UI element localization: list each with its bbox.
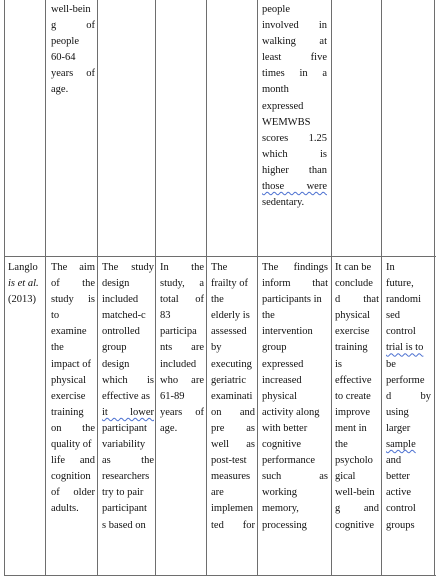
text-line: design	[102, 278, 130, 290]
aim-cell	[51, 260, 95, 518]
text-line: ted for	[211, 519, 255, 531]
text-line: exercise	[335, 326, 370, 338]
text-line: impact of	[51, 358, 91, 370]
text-line: cognitive	[262, 439, 302, 451]
text-line: as the	[102, 455, 154, 467]
text-line: are	[211, 487, 224, 499]
text-line: is et al.	[8, 278, 39, 290]
text-line: participants in	[262, 294, 322, 306]
text-line: researchers	[102, 471, 150, 483]
text-line: sedentary.	[262, 197, 305, 209]
text-line: people	[262, 4, 290, 15]
top-row-col2-cell	[51, 2, 95, 99]
design-cell	[102, 260, 154, 534]
author-cell	[8, 260, 44, 308]
measures-cell	[211, 260, 255, 534]
text-line: those were	[262, 181, 327, 193]
text-line: assessed	[211, 326, 247, 338]
text-line: variability	[102, 439, 146, 451]
text-line: physical	[262, 390, 297, 402]
table-divider-2	[97, 0, 98, 576]
table-divider-1	[45, 0, 46, 576]
text-line: on and	[211, 406, 255, 418]
text-line: executing	[211, 358, 252, 370]
table-divider-3	[155, 0, 156, 576]
findings-cell	[262, 260, 328, 534]
text-line: Langlo	[8, 262, 38, 273]
text-line: training	[51, 406, 84, 418]
text-line: scores 1.25	[262, 132, 327, 144]
text-line: age.	[160, 422, 178, 434]
text-line: In the	[160, 262, 204, 273]
text-line: adults.	[51, 503, 79, 515]
text-line: participant	[102, 422, 147, 434]
text-line: total of	[160, 294, 204, 306]
table-divider-4	[206, 0, 207, 576]
text-line: expressed	[262, 100, 304, 112]
text-line: years of	[51, 68, 95, 80]
text-line: The	[211, 262, 228, 273]
text-line: on the	[51, 422, 95, 434]
text-line: to	[51, 310, 60, 322]
text-line: examinati	[211, 390, 253, 402]
text-line: d by	[386, 390, 431, 402]
text-line: The findings	[262, 262, 328, 273]
text-line: increased	[262, 374, 302, 386]
text-line: The study	[102, 262, 154, 273]
text-line: ontrolled	[102, 326, 140, 338]
text-line: study is	[51, 294, 95, 306]
text-line: conclude	[335, 278, 373, 290]
text-line: s based on	[102, 519, 146, 531]
text-line: g and	[335, 503, 379, 515]
text-line: of the	[51, 278, 95, 290]
text-line: group	[262, 342, 287, 354]
row-separator	[4, 256, 436, 257]
text-line: performance	[262, 455, 316, 467]
text-line: training	[335, 342, 368, 354]
text-line: inform that	[262, 278, 328, 290]
text-line: try to pair	[102, 487, 144, 499]
text-line: such as	[262, 471, 328, 483]
text-line: well-bein	[335, 487, 375, 499]
sample-cell	[160, 260, 204, 437]
text-line: life and	[51, 455, 95, 467]
text-line: ment in	[335, 422, 367, 434]
text-line: matched-c	[102, 310, 146, 322]
text-line: effective as	[102, 390, 150, 402]
text-line: people	[51, 36, 79, 48]
text-line: psycholo	[335, 455, 373, 467]
text-line: active	[386, 487, 412, 499]
text-line: higher than	[262, 164, 327, 176]
text-line: geriatric	[211, 374, 246, 386]
text-line: measures	[211, 471, 251, 483]
table-border-right	[434, 0, 435, 576]
text-line: to create	[335, 390, 371, 402]
text-line: which is	[262, 148, 327, 160]
text-line: (2013)	[8, 294, 36, 306]
text-line: the	[262, 310, 275, 322]
text-line: physical	[335, 310, 370, 322]
text-line: effective	[335, 374, 372, 386]
text-line: groups	[386, 519, 415, 531]
text-line: It can be	[335, 262, 372, 273]
text-line: sample	[386, 439, 416, 451]
text-line: is	[335, 358, 343, 370]
text-line: intervention	[262, 326, 313, 338]
text-line: trial is to	[386, 342, 424, 354]
text-line: involved in	[262, 20, 327, 32]
text-line: exercise	[51, 390, 86, 402]
text-line: nts are	[160, 342, 204, 354]
text-line: and	[386, 455, 402, 467]
text-line: study, a	[160, 278, 204, 290]
text-line: future,	[386, 278, 414, 290]
text-line: implemen	[211, 503, 253, 515]
future-research-cell	[386, 260, 431, 534]
text-line: well as	[211, 439, 255, 451]
text-line: quality of	[51, 439, 92, 451]
text-line: walking at	[262, 36, 327, 48]
text-line: The aim	[51, 262, 95, 273]
text-line: age.	[51, 84, 69, 96]
text-line: the	[335, 439, 348, 451]
text-line: who are	[160, 374, 204, 386]
text-line: frailty of	[211, 278, 249, 290]
text-line: participa	[160, 326, 197, 338]
text-line: month	[262, 84, 289, 96]
text-line: sed	[386, 310, 400, 322]
text-line: working	[262, 487, 297, 499]
text-line: control	[386, 326, 416, 338]
text-line: cognition	[51, 471, 91, 483]
text-line: activity along	[262, 406, 320, 418]
text-line: 61-89	[160, 390, 185, 402]
text-line: by	[211, 342, 222, 354]
text-line: processing	[262, 519, 307, 531]
text-line: well-bein	[51, 4, 91, 15]
table-border-left	[4, 0, 5, 576]
text-line: the	[51, 342, 64, 354]
text-line: larger	[386, 422, 411, 434]
text-line: improve	[335, 406, 370, 418]
text-line: group	[102, 342, 127, 354]
text-line: control	[386, 503, 416, 515]
text-line: with better	[262, 422, 308, 434]
conclusion-cell	[335, 260, 379, 534]
text-line: better	[386, 471, 410, 483]
text-line: it lower	[102, 406, 154, 418]
table-divider-7	[381, 0, 382, 576]
text-line: performe	[386, 374, 425, 386]
text-line: using	[386, 406, 409, 418]
text-line: randomi	[386, 294, 421, 306]
text-line: be	[386, 358, 396, 370]
text-line: In	[386, 262, 395, 273]
text-line: pre as	[211, 422, 255, 434]
text-line: g of	[51, 20, 95, 32]
text-line: examine	[51, 326, 87, 338]
table-divider-5	[257, 0, 258, 576]
text-line: expressed	[262, 358, 304, 370]
text-line: cognitive	[335, 519, 375, 531]
text-line: included	[102, 294, 139, 306]
text-line: times in a	[262, 68, 327, 80]
text-line: included	[160, 358, 197, 370]
text-line: which is	[102, 374, 154, 386]
text-line: gical	[335, 471, 356, 483]
text-line: 83	[160, 310, 171, 322]
text-line: WEMWBS	[262, 116, 311, 128]
text-line: d that	[335, 294, 379, 306]
text-line: elderly is	[211, 310, 250, 322]
text-line: physical	[51, 374, 86, 386]
text-line: participant	[102, 503, 147, 515]
text-line: least five	[262, 52, 327, 64]
text-line: years of	[160, 406, 204, 418]
text-line: design	[102, 358, 130, 370]
text-line: post-test	[211, 455, 247, 467]
top-row-col6-cell	[262, 2, 327, 211]
text-line: memory,	[262, 503, 299, 515]
table-divider-6	[331, 0, 332, 576]
text-line: 60-64	[51, 52, 76, 64]
text-line: of older	[51, 487, 95, 499]
text-line: the	[211, 294, 224, 306]
